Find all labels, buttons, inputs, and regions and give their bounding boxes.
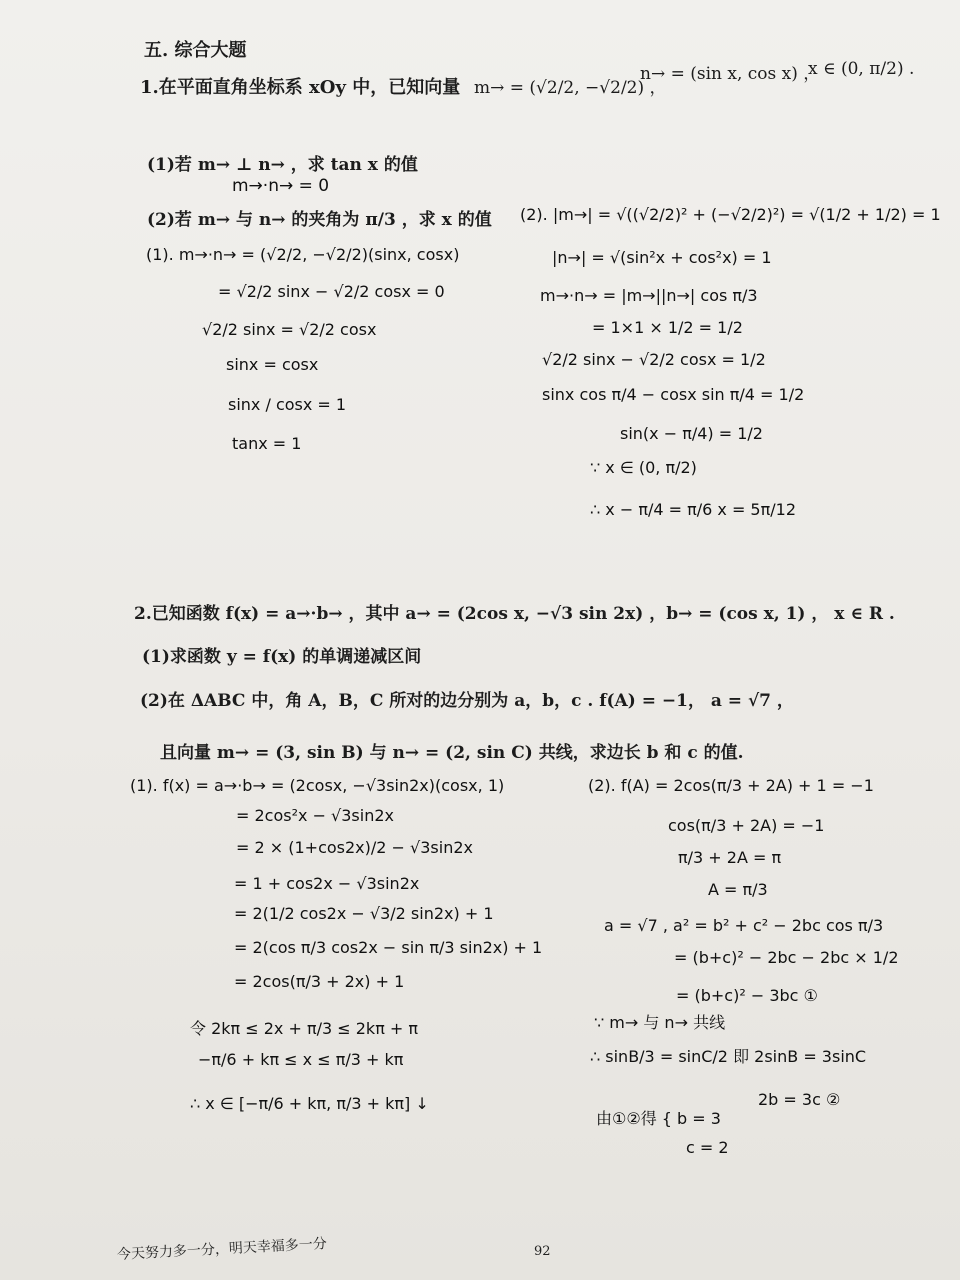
q2-sol1-line: = 2(cos π/3 cos2x − sin π/3 sin2x) + 1	[234, 938, 543, 957]
q2-sol2-line: ∴ sinB/3 = sinC/2 即 2sinB = 3sinC	[590, 1047, 867, 1066]
q1-sol2-line: |n→| = √(sin²x + cos²x) = 1	[552, 248, 772, 267]
q2-part2-line2: 且向量 m→ = (3, sin B) 与 n→ = (2, sin C) 共线，求边长 b 和 c 的值.	[160, 743, 744, 763]
q2-sol2-line: cos(π/3 + 2A) = −1	[668, 816, 825, 835]
q1-sol1-line: √2/2 sinx = √2/2 cosx	[202, 320, 377, 339]
q1-part1: (1)若 m→ ⊥ n→ ，求 tan x 的值	[147, 155, 418, 175]
q2-sol2-line: 2b = 3c ②	[758, 1090, 841, 1109]
q2-sol1-line: = 2(1/2 cos2x − √3/2 sin2x) + 1	[234, 904, 494, 923]
q2-sol2-line: π/3 + 2A = π	[678, 848, 782, 867]
q1-sol2-line: √2/2 sinx − √2/2 cosx = 1/2	[542, 350, 766, 369]
q1-sol1-line: sinx = cosx	[226, 355, 319, 374]
q2-sol2-line: a = √7 , a² = b² + c² − 2bc cos π/3	[604, 916, 884, 935]
q1-sol2-line: ∴ x − π/4 = π/6 x = 5π/12	[590, 500, 796, 519]
q1-sol2-line: ∵ x ∈ (0, π/2)	[590, 458, 697, 477]
q1-part1-note: m→·n→ = 0	[232, 176, 330, 196]
page-number: 92	[534, 1244, 551, 1259]
q2-sol2-line: 由①②得 { b = 3	[596, 1109, 721, 1128]
q1-vector-n: n→ = (sin x, cos x) ，	[640, 64, 821, 84]
q2-sol1-line: = 2 × (1+cos2x)/2 − √3sin2x	[236, 838, 473, 857]
q1-vector-m: m→ = (√2/2, −√2/2) ，	[474, 78, 667, 98]
footer-motto: 今天努力多一分，明天幸福多一分	[116, 1236, 328, 1263]
q1-sol2-line: m→·n→ = |m→||n→| cos π/3	[540, 286, 758, 305]
q2-sol1-line: 令 2kπ ≤ 2x + π/3 ≤ 2kπ + π	[190, 1019, 419, 1038]
q1-part2: (2)若 m→ 与 n→ 的夹角为 π/3 ，求 x 的值	[147, 210, 492, 230]
q2-part2-line1: (2)在 ΔABC 中，角 A，B，C 所对的边分别为 a，b，c . f(A) = −1， a = √7 ，	[140, 691, 794, 711]
q2-part1: (1)求函数 y = f(x) 的单调递减区间	[142, 647, 422, 667]
q2-sol1-line: ∴ x ∈ [−π/6 + kπ, π/3 + kπ] ↓	[190, 1094, 429, 1113]
q2-sol1-line: −π/6 + kπ ≤ x ≤ π/3 + kπ	[198, 1050, 404, 1069]
q2-sol2-line: c = 2	[686, 1138, 729, 1157]
q2-sol2-line: = (b+c)² − 2bc − 2bc × 1/2	[674, 948, 899, 967]
q2-sol2-line: = (b+c)² − 3bc ①	[676, 986, 818, 1005]
q2-stem: 2.已知函数 f(x) = a→·b→ ，其中 a→ = (2cos x, −√3 sin 2x) ，b→ = (cos x, 1) ， x ∈ R .	[134, 604, 895, 624]
q2-sol1-line: = 2cos(π/3 + 2x) + 1	[234, 972, 405, 991]
q1-sol2-line: = 1×1 × 1/2 = 1/2	[592, 318, 743, 337]
q2-sol1-line: = 2cos²x − √3sin2x	[236, 806, 394, 825]
q1-sol2-line: sin(x − π/4) = 1/2	[620, 424, 763, 443]
q1-sol2-line: sinx cos π/4 − cosx sin π/4 = 1/2	[542, 385, 805, 404]
q2-sol2-line: (2). f(A) = 2cos(π/3 + 2A) + 1 = −1	[588, 776, 874, 795]
q1-sol1-line: = √2/2 sinx − √2/2 cosx = 0	[218, 282, 445, 301]
q1-x-domain: x ∈ (0, π/2) .	[808, 59, 915, 79]
q1-sol1-line: sinx / cosx = 1	[228, 395, 347, 414]
q2-sol2-line: A = π/3	[708, 880, 768, 899]
q1-sol2-line: (2). |m→| = √((√2/2)² + (−√2/2)²) = √(1/2 + 1/2) = 1	[520, 205, 941, 224]
q2-sol1-line: (1). f(x) = a→·b→ = (2cosx, −√3sin2x)(cosx, 1)	[130, 776, 505, 795]
q2-sol2-line: ∵ m→ 与 n→ 共线	[594, 1013, 726, 1032]
q1-sol1-line: (1). m→·n→ = (√2/2, −√2/2)(sinx, cosx)	[146, 245, 460, 264]
q1-sol1-line: tanx = 1	[232, 434, 302, 453]
q2-sol1-line: = 1 + cos2x − √3sin2x	[234, 874, 420, 893]
q1-stem-text: 1.在平面直角坐标系 xOy 中，已知向量	[140, 77, 461, 98]
section-title: 五. 综合大题	[144, 40, 247, 61]
